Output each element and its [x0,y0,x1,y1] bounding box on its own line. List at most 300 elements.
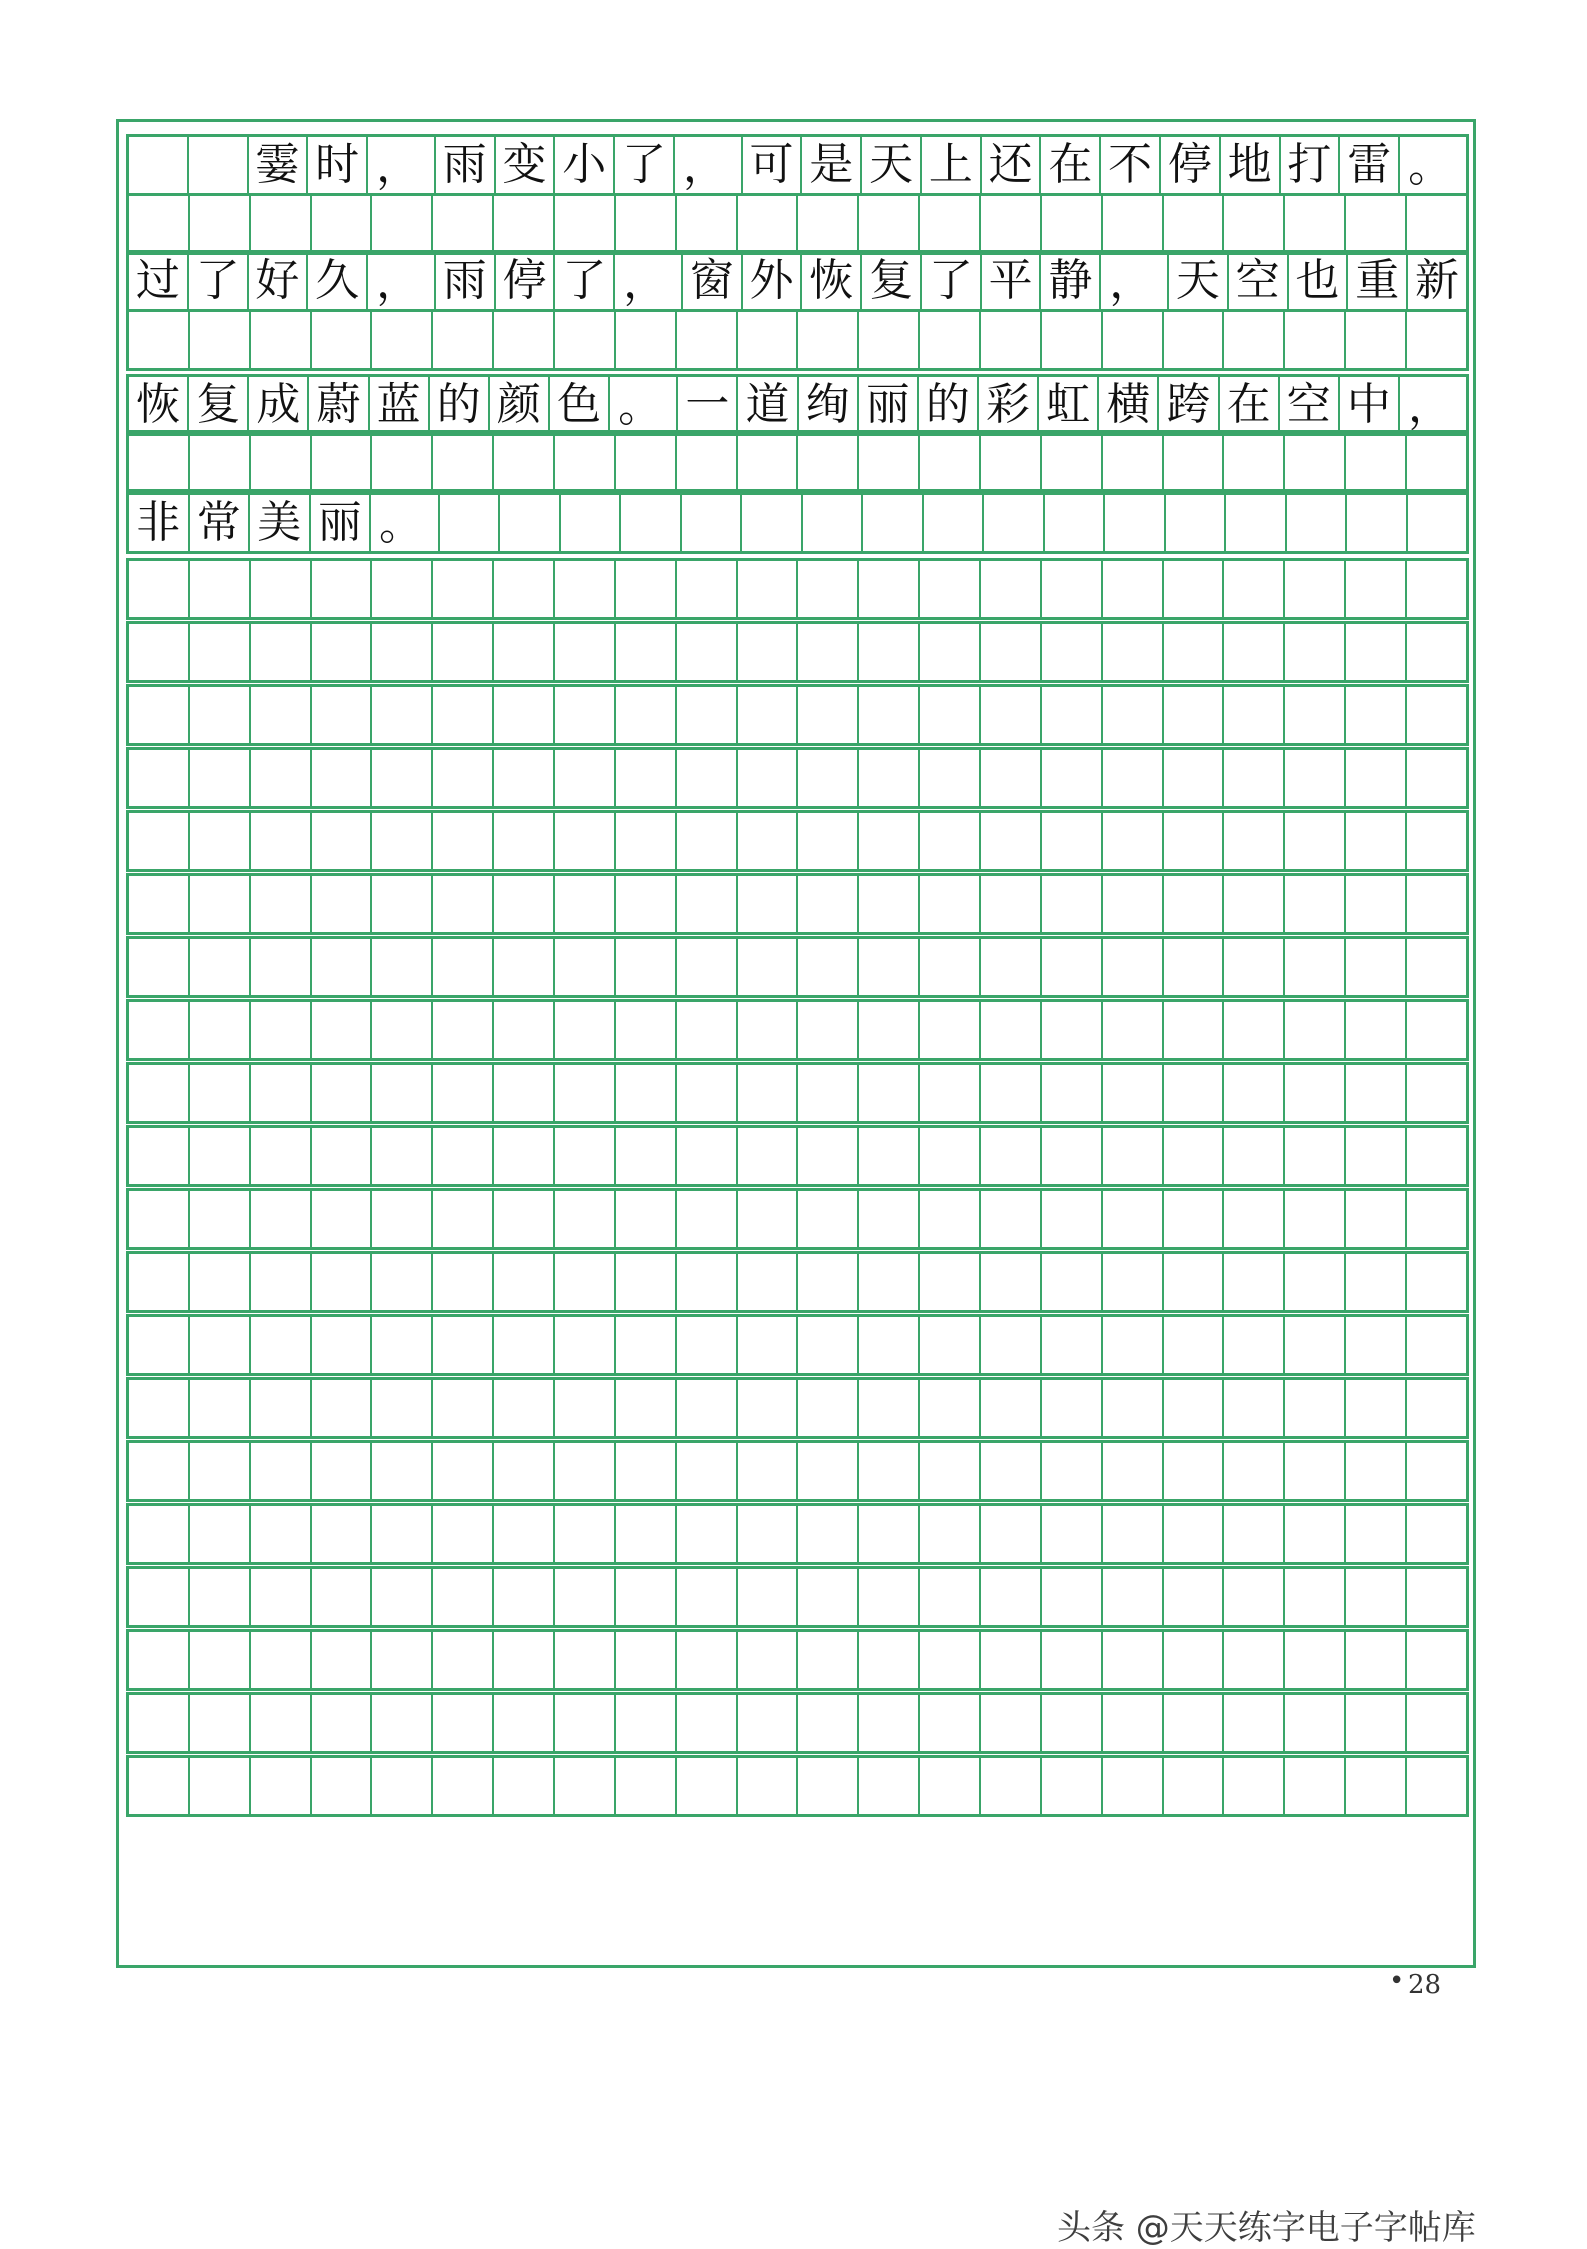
grid-cell [1407,1632,1466,1688]
grid-cell [738,1695,799,1751]
grid-cell [981,1569,1042,1625]
grid-cell [251,312,312,368]
grid-cell [190,1443,251,1499]
grid-cell [798,624,859,680]
grid-cell [555,1506,616,1562]
grid-cell [312,196,373,252]
grid-cell: 跨 [1159,377,1219,433]
grid-cell: 美 [250,495,311,551]
grid-cell: 色 [550,377,610,433]
grid-cell [616,196,677,252]
grid-cell [372,1569,433,1625]
grid-cell [859,687,920,743]
grid-cell [251,687,312,743]
grid-cell: 过 [129,253,189,309]
grid-cell [129,312,190,368]
grid-cell [798,813,859,869]
grid-cell [372,1254,433,1310]
grid-cell [1042,1002,1103,1058]
grid-cell: 还 [982,137,1042,193]
grid-cell [1346,1002,1407,1058]
grid-cell [1042,939,1103,995]
grid-cell [677,1317,738,1373]
grid-cell [981,1758,1042,1814]
grid-cell [1407,750,1466,806]
grid-cell [372,561,433,617]
grid-cell [312,1065,373,1121]
grid-cell [616,1695,677,1751]
grid-cell [798,196,859,252]
grid-cell [1103,1380,1164,1436]
grid-cell [494,939,555,995]
grid-cell [677,312,738,368]
grid-cell [494,1695,555,1751]
grid-cell [738,561,799,617]
grid-cell [312,750,373,806]
grid-cell [1346,1569,1407,1625]
grid-cell [190,312,251,368]
grid-cell [920,1758,981,1814]
grid-cell [1103,1443,1164,1499]
grid-cell [798,1443,859,1499]
grid-row [126,1629,1469,1691]
grid-cell: 了 [189,253,249,309]
grid-cell [1407,1758,1466,1814]
grid-cell [433,939,494,995]
grid-cell [1285,1506,1346,1562]
grid-cell [372,1317,433,1373]
grid-cell [555,624,616,680]
grid-cell [251,1065,312,1121]
grid-cell [677,1632,738,1688]
grid-cell [433,624,494,680]
grid-cell: 不 [1101,137,1161,193]
grid-cell [798,1695,859,1751]
grid-cell: 可 [743,137,803,193]
grid-cell [190,687,251,743]
grid-cell [561,495,622,551]
grid-cell [920,312,981,368]
grid-cell [738,1191,799,1247]
grid-cell: 绚 [799,377,859,433]
grid-cell: 外 [743,253,803,309]
grid-cell [372,1065,433,1121]
grid-row [126,999,1469,1061]
grid-cell [738,1380,799,1436]
grid-cell [1224,1758,1285,1814]
grid-cell [1103,312,1164,368]
grid-cell [920,939,981,995]
grid-cell [251,750,312,806]
grid-cell [981,1254,1042,1310]
grid-cell [372,876,433,932]
grid-cell: 了 [555,253,615,309]
grid-cell: 。 [610,377,678,433]
grid-cell: 恢 [802,253,862,309]
grid-cell [1346,1695,1407,1751]
grid-cell [984,495,1045,551]
grid-cell: 在 [1220,377,1280,433]
grid-cell [1285,1002,1346,1058]
grid-cell [1224,1128,1285,1184]
grid-cell [1042,1506,1103,1562]
grid-cell [738,1065,799,1121]
grid-cell [251,1380,312,1436]
grid-row [126,1566,1469,1628]
grid-cell: 天 [1169,253,1229,309]
grid-cell [1164,1695,1225,1751]
grid-cell [738,624,799,680]
grid-cell [129,1443,190,1499]
grid-cell: 一 [678,377,738,433]
grid-cell [251,196,312,252]
grid-cell: 停 [496,253,556,309]
grid-cell [859,1065,920,1121]
grid-cell [1224,939,1285,995]
grid-cell [1042,312,1103,368]
grid-cell [555,1254,616,1310]
grid-cell [129,813,190,869]
grid-cell [312,1317,373,1373]
grid-cell [981,1128,1042,1184]
grid-cell [1407,312,1466,368]
grid-cell [129,561,190,617]
grid-cell [981,1317,1042,1373]
grid-cell [312,1758,373,1814]
grid-cell [494,1065,555,1121]
grid-cell [494,1506,555,1562]
grid-cell [803,495,864,551]
grid-cell [312,312,373,368]
grid-cell [1285,196,1346,252]
grid-cell [190,1569,251,1625]
grid-cell [1103,939,1164,995]
grid-cell [433,750,494,806]
grid-cell [616,876,677,932]
grid-cell [616,433,677,489]
grid-cell [1285,1380,1346,1436]
grid-cell [1103,876,1164,932]
grid-cell [798,876,859,932]
grid-cell [1042,1065,1103,1121]
grid-cell [312,1506,373,1562]
grid-cell [1407,1065,1466,1121]
grid-row [126,309,1469,371]
grid-cell [1042,876,1103,932]
page-dot: • [1389,1966,1405,1996]
grid-cell [1164,1443,1225,1499]
grid-cell [798,1254,859,1310]
grid-cell [1042,687,1103,743]
grid-row [126,134,1469,196]
grid-cell [372,1380,433,1436]
grid-cell [555,939,616,995]
grid-cell [1346,1506,1407,1562]
grid-cell [1164,1002,1225,1058]
page-number: 28 [1408,1970,1442,2000]
grid-cell [1224,624,1285,680]
grid-cell [129,1317,190,1373]
grid-cell [372,687,433,743]
grid-cell [433,561,494,617]
grid-cell [1407,876,1466,932]
grid-cell [1042,1254,1103,1310]
grid-cell [1103,687,1164,743]
grid-cell [312,1695,373,1751]
grid-cell [1103,1002,1164,1058]
grid-cell [190,939,251,995]
grid-cell [859,1695,920,1751]
grid-cell [859,1758,920,1814]
grid-cell [616,1758,677,1814]
grid-cell [433,1695,494,1751]
grid-cell [1042,1443,1103,1499]
grid-cell [312,1380,373,1436]
grid-cell [1103,1191,1164,1247]
grid-cell [190,1317,251,1373]
grid-cell [1285,433,1346,489]
grid-cell: 停 [1161,137,1221,193]
grid-cell [1103,1128,1164,1184]
grid-cell [1042,1191,1103,1247]
grid-cell [555,1002,616,1058]
grid-row [126,936,1469,998]
grid-cell [738,687,799,743]
grid-cell [1346,939,1407,995]
grid-cell [1166,495,1227,551]
grid-cell [738,312,799,368]
grid-cell [433,1380,494,1436]
grid-row [126,1062,1469,1124]
grid-cell [433,1128,494,1184]
grid-cell [190,1758,251,1814]
grid-cell [1224,813,1285,869]
grid-cell [494,1443,555,1499]
grid-cell [738,1632,799,1688]
grid-cell [190,1695,251,1751]
grid-cell [677,1695,738,1751]
grid-cell [190,1191,251,1247]
grid-cell [1407,1569,1466,1625]
grid-cell [616,750,677,806]
grid-cell [555,561,616,617]
grid-row [126,1755,1469,1817]
grid-cell [677,624,738,680]
grid-cell [859,196,920,252]
grid-cell [494,1569,555,1625]
grid-cell [738,1254,799,1310]
grid-cell [251,939,312,995]
grid-cell: 变 [496,137,556,193]
grid-cell [1407,1002,1466,1058]
grid-cell [1285,1317,1346,1373]
grid-cell [859,1002,920,1058]
grid-cell: 打 [1281,137,1341,193]
grid-cell [129,1002,190,1058]
grid-cell [677,1065,738,1121]
grid-row [126,250,1469,312]
grid-cell [1346,1758,1407,1814]
grid-cell [1408,495,1467,551]
grid-cell [1103,1065,1164,1121]
grid-cell [251,1191,312,1247]
grid-cell [1285,1758,1346,1814]
grid-cell [1285,1191,1346,1247]
grid-cell [616,687,677,743]
grid-cell [677,1506,738,1562]
grid-cell [1407,433,1466,489]
grid-cell [981,196,1042,252]
grid-cell [1285,876,1346,932]
grid-cell [129,1380,190,1436]
grid-cell [312,1128,373,1184]
grid-cell [677,1002,738,1058]
grid-cell [1346,813,1407,869]
grid-cell [981,433,1042,489]
grid-cell [129,1632,190,1688]
grid-cell [738,1569,799,1625]
grid-cell [372,1191,433,1247]
grid-cell [494,1380,555,1436]
grid-cell [616,1317,677,1373]
grid-cell: 复 [862,253,922,309]
grid-cell: 颜 [490,377,550,433]
grid-cell [863,495,924,551]
grid-cell [616,939,677,995]
grid-cell [1346,196,1407,252]
grid-cell [859,312,920,368]
grid-cell [433,312,494,368]
grid-cell [1224,1065,1285,1121]
grid-cell [555,687,616,743]
grid-cell [129,1254,190,1310]
grid-cell [433,196,494,252]
grid-cell [1407,1443,1466,1499]
grid-cell: 横 [1099,377,1159,433]
grid-cell [1164,1506,1225,1562]
grid-cell [859,1380,920,1436]
grid-cell [312,1632,373,1688]
grid-cell [129,1569,190,1625]
grid-cell [1045,495,1106,551]
grid-cell [433,1002,494,1058]
grid-cell [555,1758,616,1814]
grid-cell [312,1254,373,1310]
grid-cell [677,1380,738,1436]
grid-cell [190,1632,251,1688]
grid-cell [920,624,981,680]
grid-cell [1042,1695,1103,1751]
grid-cell [1103,433,1164,489]
grid-cell: 的 [919,377,979,433]
grid-cell [372,1506,433,1562]
grid-cell [251,813,312,869]
grid-cell [1346,312,1407,368]
grid-cell [1285,624,1346,680]
grid-cell [920,1443,981,1499]
grid-cell [1164,1632,1225,1688]
grid-cell: 上 [922,137,982,193]
grid-cell [616,1254,677,1310]
grid-cell [433,1569,494,1625]
grid-cell [798,750,859,806]
grid-cell [1346,1443,1407,1499]
watermark: 头条 @天天练字电子字帖库 [1057,2208,1476,2248]
grid-row [126,684,1469,746]
grid-cell: 。 [371,495,440,551]
grid-cell [494,624,555,680]
grid-cell [981,561,1042,617]
grid-cell [616,1065,677,1121]
grid-cell [738,876,799,932]
grid-cell [1346,1128,1407,1184]
grid-cell [920,876,981,932]
grid-cell [1042,1380,1103,1436]
grid-cell: 蓝 [370,377,430,433]
grid-row [126,1377,1469,1439]
grid-cell [1285,1695,1346,1751]
grid-cell [372,1695,433,1751]
grid-cell [1224,1254,1285,1310]
grid-cell [312,624,373,680]
grid-cell [555,196,616,252]
grid-cell: 也 [1289,253,1349,309]
grid-cell [555,1380,616,1436]
grid-cell [1042,1317,1103,1373]
grid-cell [251,433,312,489]
grid-cell [1224,750,1285,806]
grid-cell [859,1254,920,1310]
grid-cell [1224,1569,1285,1625]
grid-cell [555,813,616,869]
grid-cell [798,1065,859,1121]
grid-cell [859,561,920,617]
grid-cell [859,624,920,680]
grid-cell [1164,196,1225,252]
grid-cell [129,939,190,995]
grid-cell [798,1128,859,1184]
grid-cell [555,1065,616,1121]
grid-cell [677,750,738,806]
grid-cell [494,1254,555,1310]
grid-cell [738,1128,799,1184]
grid-cell [1224,1317,1285,1373]
grid-cell [190,876,251,932]
grid-cell [372,1632,433,1688]
grid-row [126,1251,1469,1313]
grid-cell [616,1191,677,1247]
grid-cell [129,750,190,806]
grid-cell: 的 [430,377,490,433]
grid-cell [798,687,859,743]
grid-cell [251,876,312,932]
grid-cell [372,312,433,368]
grid-cell [1164,561,1225,617]
grid-cell [433,687,494,743]
grid-cell [312,433,373,489]
grid-cell: 空 [1229,253,1289,309]
grid-cell [189,137,249,193]
grid-cell: 丽 [859,377,919,433]
grid-cell [1103,1695,1164,1751]
grid-cell: 丽 [311,495,372,551]
grid-cell [129,1191,190,1247]
grid-cell [494,813,555,869]
grid-cell [494,750,555,806]
grid-cell [981,1065,1042,1121]
grid-cell [1285,1569,1346,1625]
grid-cell: 彩 [979,377,1039,433]
